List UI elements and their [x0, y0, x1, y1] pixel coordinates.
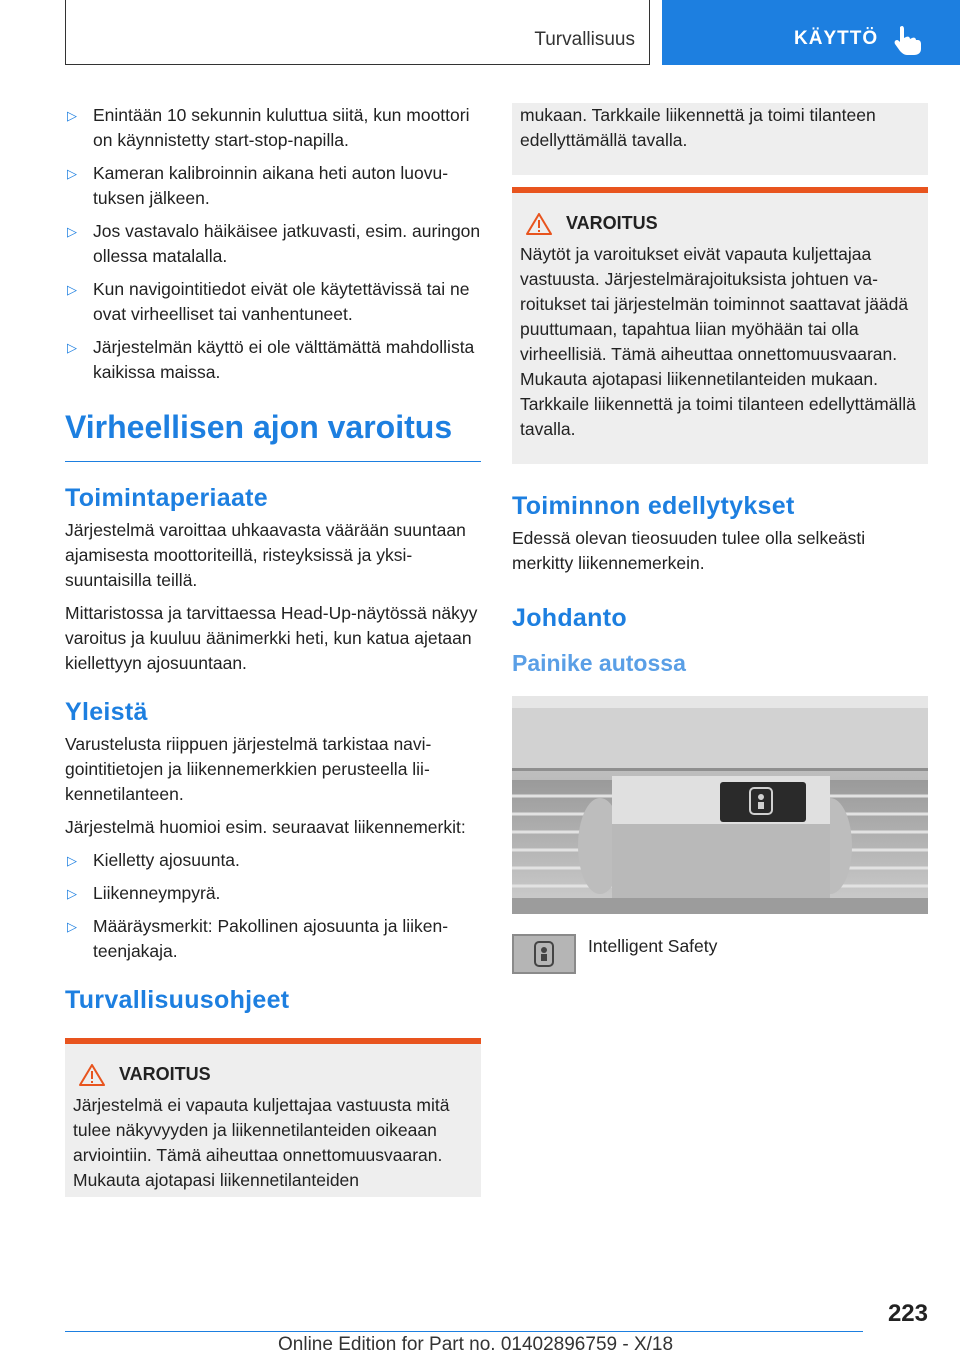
dashboard-photo [512, 696, 928, 914]
list-item: ▷ Kielletty ajosuunta. [65, 848, 481, 873]
heading-principle: Toimintaperiaate [65, 484, 268, 512]
heading-button-in-car: Painike autossa [512, 650, 686, 676]
list-item: ▷ Enintään 10 sekunnin kuluttua siitä, kun moottori on käynnistetty start-stop-napilla. [65, 103, 481, 153]
heading-prerequisites: Toiminnon edellytykset [512, 492, 795, 520]
warning-text: mukaan. Tarkkaile liikennettä ja toimi tilanteen edellyttämällä tavalla. [520, 105, 876, 150]
warning-box [65, 1038, 481, 1197]
bullet-triangle-icon: ▷ [67, 282, 77, 297]
list-item: ▷ Määräysmerkit: Pakollinen ajosuunta ja liikenteenjakaja. [65, 914, 481, 964]
warning-box-continued [512, 103, 928, 175]
warning-triangle-icon [526, 213, 552, 235]
list-item: ▷ Jos vastavalo häikäisee jatkuvasti, esim. auringon ollessa matalalla. [65, 219, 481, 269]
list-item: ▷ Kun navigointitiedot eivät ole käytettävissä tai ne ovat virheelliset tai vanhentuneet. [65, 277, 481, 327]
chapter-title: KÄYTTÖ [794, 28, 879, 49]
intelligent-safety-button-icon [512, 934, 576, 974]
warning-title: VAROITUS [119, 1064, 211, 1084]
dashboard-button-illustration [512, 696, 928, 914]
footer-edition: Online Edition for Part no. 01402896759 - X/18 [278, 1334, 674, 1355]
paragraph: Varustelusta riippuen järjestelmä tarkistaa navigointitietojen ja liikennemerkkien perusteella liikennetilanteen. [65, 734, 432, 804]
hand-pointer-icon [894, 25, 922, 55]
button-legend [512, 934, 928, 974]
list-item: ▷ Liikenneympyrä. [65, 881, 481, 906]
footer-divider [65, 1331, 863, 1332]
warning-header [520, 211, 920, 236]
bullet-triangle-icon: ▷ [67, 853, 77, 868]
bullet-triangle-icon: ▷ [67, 224, 77, 239]
paragraph: Edessä olevan tieosuuden tulee olla selkeästi merkitty liikennemerkein. [512, 528, 866, 573]
list-item: ▷ Järjestelmän käyttö ei ole välttämättä mahdollista kaikissa maissa. [65, 335, 481, 385]
chapter-heading: Virheellisen ajon varoitus [65, 407, 481, 462]
bullet-triangle-icon: ▷ [67, 886, 77, 901]
paragraph: Järjestelmä varoittaa uhkaavasta väärään suuntaan ajamisesta moottoriteillä, risteyksissä ja yksisuuntaisilla teillä. [65, 520, 466, 590]
paragraph: Järjestelmä huomioi esim. seuraavat liikennemerkit: [65, 817, 466, 837]
warning-text: Järjestelmä ei vapauta kuljettajaa vastuusta mitä tulee näkyvyyden ja liikennetilanteiden oikeaan arviointiin. Tämä aiheuttaa onnettomuusvaaran. Mukauta ajotapasi liikennetilanteiden [73, 1095, 450, 1190]
list-item: ▷ Kameran kalibroinnin aikana heti auton luovutuksen jälkeen. [65, 161, 481, 211]
bullet-triangle-icon: ▷ [67, 340, 77, 355]
right-column [512, 103, 928, 974]
warning-triangle-icon [79, 1064, 105, 1086]
heading-general: Yleistä [65, 698, 148, 726]
header-section-box [65, 0, 650, 65]
header-chapter-tab[interactable] [662, 0, 960, 65]
page-number: 223 [887, 1300, 928, 1327]
bullet-triangle-icon: ▷ [67, 919, 77, 934]
bullet-triangle-icon: ▷ [67, 108, 77, 123]
warning-box [512, 187, 928, 464]
warning-title: VAROITUS [566, 213, 658, 233]
heading-safety: Turvallisuusohjeet [65, 986, 290, 1014]
warning-text: Näytöt ja varoitukset eivät vapauta kuljettajaa vastuusta. Järjestelmärajoituksista johtuen varoitukset tai järjestelmän toiminnot saattavat jäädä puuttumaan, tapahtua liian myöhään tai olla virheellisiä. Tämä aiheuttaa onnettomuusvaaran. Mukauta ajotapasi liikennetilanteiden mukaan. Tarkkaile liikennettä ja toimi tilanteen edellyttämällä tavalla. [520, 244, 916, 439]
heading-introduction: Johdanto [512, 604, 627, 632]
warning-header [73, 1062, 473, 1087]
paragraph: Mittaristossa ja tarvittaessa Head-Up-näytössä näkyy varoitus ja kuuluu äänimerkki heti, kun katua ajetaan kiellettyyn ajosuuntaan. [65, 603, 478, 673]
bullet-triangle-icon: ▷ [67, 166, 77, 181]
left-column [65, 103, 481, 1197]
section-title: Turvallisuus [534, 29, 635, 50]
button-label: Intelligent Safety [588, 936, 718, 956]
